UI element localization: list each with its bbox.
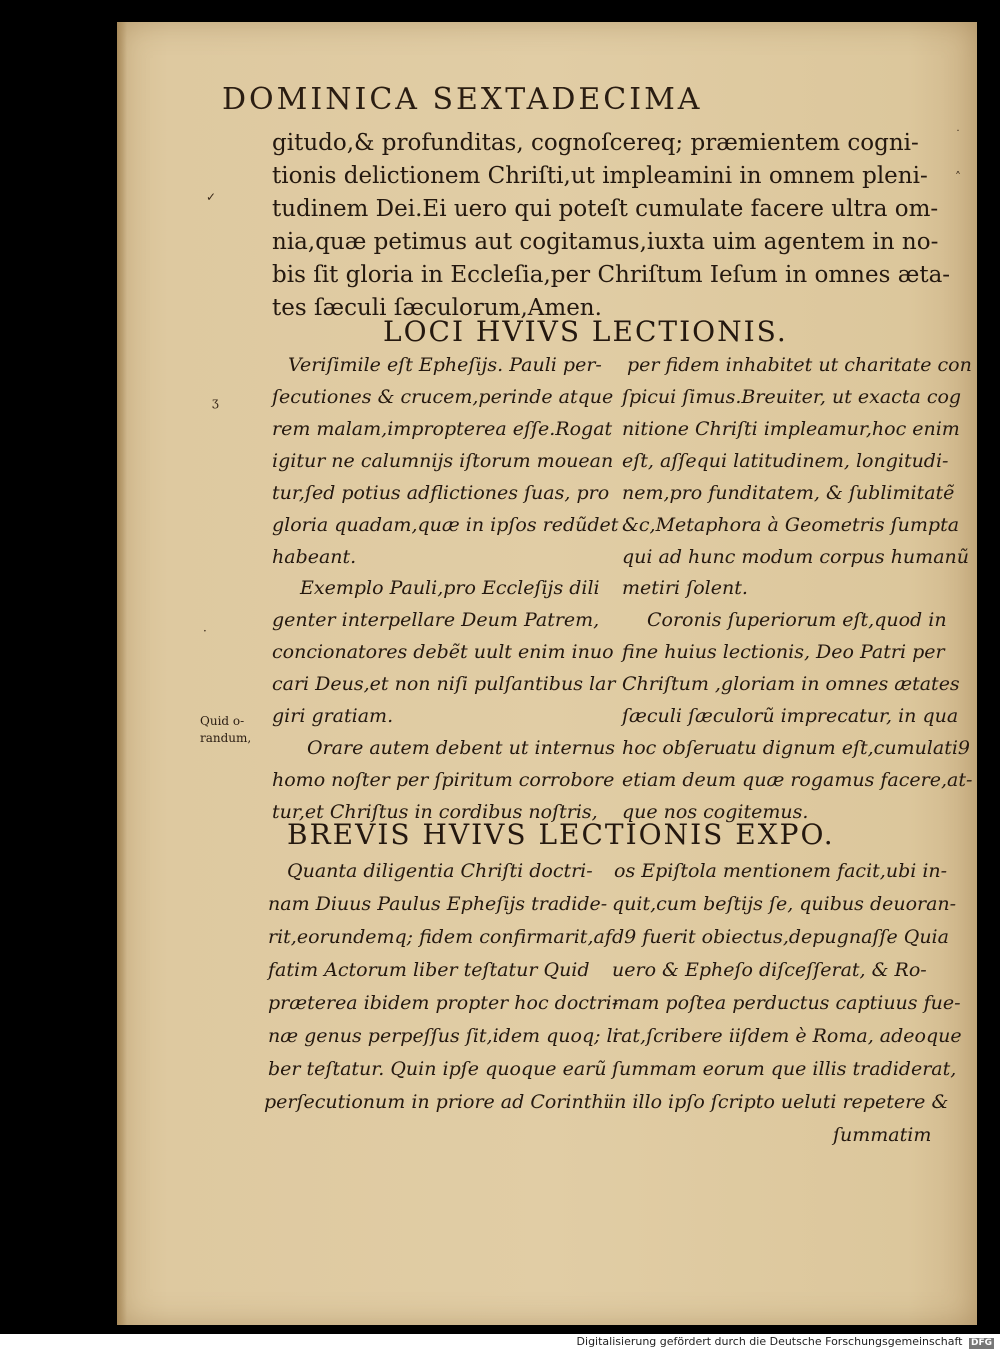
loci-left-line: rem malam,impropterea eſſe.Rogat xyxy=(272,418,613,440)
loci-right-line: nitione Chriſti impleamur,hoc enim xyxy=(622,418,960,440)
marginal-note xyxy=(200,713,270,747)
ink-speck: · xyxy=(203,624,207,638)
body-line: tes ſæculi ſæculorum,Amen. xyxy=(272,295,602,321)
body-line: tudinem Dei.Ei uero qui poteſt cumulate facere ultra om- xyxy=(272,196,939,222)
page-gutter-shadow xyxy=(117,22,127,1325)
brevis-left-line: nam Diuus Paulus Epheſijs tradide- xyxy=(268,893,608,915)
brevis-left-line: perſecutionum in priore ad Corinthi xyxy=(264,1091,610,1113)
loci-left-line: tur,et Chriſtus in cordibus noſtris, xyxy=(272,801,598,823)
loci-right-line: fine huius lectionis, Deo Patri per xyxy=(622,641,945,663)
brevis-right-line: in illo ipſo ſcripto ueluti repetere & xyxy=(608,1091,949,1113)
brevis-left-line: næ genus perpeſſus ſit,idem quoq; li xyxy=(268,1025,619,1047)
loci-right-line: eſt, aſſequi latitudinem, longitudi- xyxy=(622,450,949,472)
brevis-left-line: rit,eorundemq; fidem confirmarit,af xyxy=(268,926,612,948)
loci-left-line: concionatores debẽt uult enim inuo xyxy=(272,641,614,663)
section-heading-loci: LOCI HVIVS LECTIONIS. xyxy=(383,315,788,348)
loci-left-line: Orare autem debent ut internus xyxy=(307,737,615,759)
loci-right-line: ſæculi ſæculorũ imprecatur, in qua xyxy=(622,705,959,727)
loci-left-line: igitur ne calumnijs iſtorum mouean xyxy=(272,450,614,472)
marginal-note-line: Quid o- xyxy=(200,714,245,728)
loci-right-line: Coronis ſuperiorum eſt,quod in xyxy=(647,609,947,631)
body-line: bis ſit gloria in Eccleſia,per Chriſtum Ieſum in omnes æta- xyxy=(272,262,951,288)
loci-right-line: qui ad hunc modum corpus humanũ xyxy=(622,546,969,568)
body-line: tionis delictionem Chriſti,ut impleamini in omnem pleni- xyxy=(272,163,928,189)
loci-right-line: ſpicui ſimus.Breuiter, ut exacta cog xyxy=(622,386,962,408)
body-line: gitudo,& profunditas, cognoſcereq; præmientem cogni- xyxy=(272,130,919,156)
loci-left-line: gloria quadam,quæ in ipſos redũdet xyxy=(272,514,619,536)
ink-speck: ˄ xyxy=(955,170,961,184)
loci-right-line: nem,pro funditatem, & ſublimitatẽ xyxy=(622,482,955,504)
loci-right-line: metiri ſolent. xyxy=(622,577,748,599)
ink-speck: ˙ xyxy=(955,128,961,142)
ink-speck: ✓ xyxy=(206,190,217,204)
loci-left-line: tur,ſed potius adflictiones ſuas, pro xyxy=(272,482,610,504)
section-heading-brevis: BREVIS HVIVS LECTIONIS EXPO. xyxy=(287,818,835,851)
brevis-right-line: quit,cum beſtijs ſe, quibus deuoran- xyxy=(612,893,957,915)
footer-credit xyxy=(0,1334,1000,1349)
marginal-note-line: randum, xyxy=(200,731,252,745)
loci-right-line: hoc obſeruatu dignum eſt,cumulati9 xyxy=(622,737,971,759)
footer-text: Digitalisierung gefördert durch die Deutsche Forschungsgemeinschaft xyxy=(576,1335,963,1348)
brevis-right-line: rat,ſcribere iiſdem è Roma, adeoque xyxy=(612,1025,962,1047)
loci-left-line: habeant. xyxy=(272,546,357,568)
brevis-right-line: mam poſtea perductus captiuus fue- xyxy=(612,992,961,1014)
loci-right-line: per fidem inhabitet ut charitate con xyxy=(627,354,972,376)
loci-left-line: cari Deus,et non niſi pulſantibus lar xyxy=(272,673,616,695)
body-line: nia,quæ petimus aut cogitamus,iuxta uim agentem in no- xyxy=(272,229,939,255)
loci-right-line: Chriſtum ,gloriam in omnes ætates xyxy=(622,673,960,695)
loci-right-line: que nos cogitemus. xyxy=(622,801,809,823)
brevis-left-line: præterea ibidem propter hoc doctri- xyxy=(268,992,619,1014)
brevis-right-line: uero & Epheſo diſceſſerat, & Ro- xyxy=(612,959,927,981)
brevis-right-line: os Epiſtola mentionem facit,ubi in- xyxy=(614,860,948,882)
brevis-left-line: ber teſtatur. Quin ipſe quoque earũ xyxy=(268,1058,607,1080)
loci-left-line: Exemplo Pauli,pro Eccleſijs dili xyxy=(300,577,600,599)
loci-left-line: genter interpellare Deum Patrem, xyxy=(272,609,600,631)
running-head: DOMINICA SEXTADECIMA xyxy=(222,82,703,117)
ink-speck: ʒ xyxy=(212,395,219,409)
loci-left-line: giri gratiam. xyxy=(272,705,394,727)
brevis-left-line: fatim Actorum liber teſtatur Quid xyxy=(268,959,590,981)
loci-right-line: etiam deum quæ rogamus facere,at- xyxy=(622,769,973,791)
brevis-right-line: d9 fuerit obiectus,depugnaſſe Quia xyxy=(612,926,949,948)
loci-left-line: ſecutiones & crucem,perinde atque xyxy=(272,386,614,408)
loci-left-line: Veriſimile eſt Epheſijs. Pauli per- xyxy=(288,354,602,376)
dfg-logo: DFG xyxy=(970,1338,992,1348)
brevis-right-line: ſummam eorum que illis tradiderat, xyxy=(612,1058,957,1080)
brevis-left-line: Quanta diligentia Chriſti doctri- xyxy=(287,860,593,882)
loci-left-line: homo noſter per ſpiritum corrobore xyxy=(272,769,615,791)
loci-right-line: &c,Metaphora à Geometris ſumpta xyxy=(622,514,960,536)
brevis-right-line: ſummatim xyxy=(833,1124,932,1146)
